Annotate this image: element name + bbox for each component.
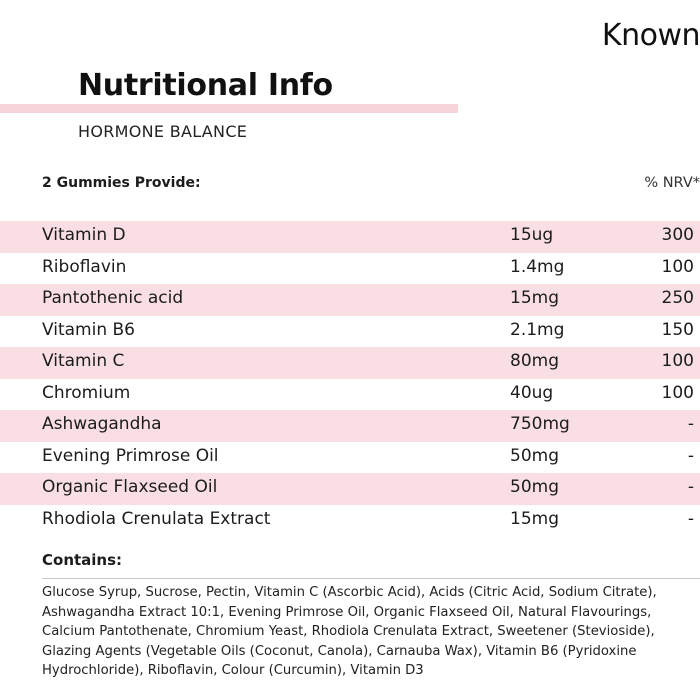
- table-row: [42, 410, 700, 442]
- contains-heading: Contains:: [42, 551, 123, 569]
- nutrient-nrv: -: [687, 477, 694, 497]
- nutrient-nrv: 150: [661, 319, 694, 340]
- nutrient-nrv: 100: [661, 256, 694, 277]
- nutrient-nrv: -: [687, 414, 694, 434]
- nutrient-nrv: -: [687, 445, 694, 466]
- page-title: Nutritional Info: [78, 68, 333, 103]
- table-row: [42, 253, 700, 285]
- nutrient-name: Organic Flaxseed Oil: [42, 477, 218, 497]
- nrv-column-header: % NRV*: [644, 175, 700, 191]
- nutrient-name: Ashwagandha: [42, 414, 162, 434]
- nutrient-amount: 15ug: [510, 225, 554, 245]
- nutrient-amount: 1.4mg: [510, 256, 565, 277]
- nutrient-name: Riboflavin: [42, 256, 127, 277]
- product-subtitle: HORMONE BALANCE: [78, 122, 248, 141]
- nutrition-table: [42, 221, 700, 536]
- table-row: [42, 347, 700, 379]
- table-row: [42, 379, 700, 411]
- nutrient-amount: 15mg: [510, 288, 559, 308]
- nutrient-nrv: 100: [661, 382, 694, 403]
- nutrient-amount: 15mg: [510, 508, 559, 529]
- nutrient-name: Vitamin B6: [42, 319, 136, 340]
- table-row: [42, 473, 700, 505]
- nutrient-amount: 80mg: [510, 351, 559, 371]
- nutrient-nrv: -: [687, 508, 694, 529]
- nutrient-nrv: 250: [661, 288, 694, 308]
- table-row: [42, 442, 700, 474]
- nutrient-name: Vitamin D: [42, 225, 126, 245]
- nutrient-name: Pantothenic acid: [42, 288, 184, 308]
- serving-label: 2 Gummies Provide:: [42, 175, 201, 191]
- nutrient-name: Chromium: [42, 382, 131, 403]
- serving-header: [42, 175, 700, 197]
- ingredients-text: Glucose Syrup, Sucrose, Pectin, Vitamin C (Ascorbic Acid), Acids (Citric Acid, Sodium Citrate), Ashwagandha Extract 10:1, Evening Primrose Oil, Organic Flaxseed Oil, Natural Flavourings, Calcium Pantothenate, Chromium Yeast, Rhodiola Crenulata Extract, Sweetener (Stevioside), Glazing Agents (Vegetable Oils (Coconut, Canola), Carnauba Wax), Vitamin B6 (Pyridoxine Hydrochloride), Riboflavin, Colour (Curcumin), Vitamin D3: [42, 585, 657, 678]
- nutrient-amount: 750mg: [510, 414, 570, 434]
- nutrient-name: Vitamin C: [42, 351, 125, 371]
- brand-logo: Known: [601, 18, 700, 53]
- nutrient-amount: 50mg: [510, 445, 559, 466]
- nutrient-amount: 40ug: [510, 382, 554, 403]
- nutrient-amount: 50mg: [510, 477, 559, 497]
- title-underline-band: [0, 104, 458, 113]
- table-row: [42, 316, 700, 348]
- nutrient-name: Evening Primrose Oil: [42, 445, 219, 466]
- table-row: [42, 284, 700, 316]
- nutrient-nrv: 300: [661, 225, 694, 245]
- table-row: [42, 221, 700, 253]
- nutrient-name: Rhodiola Crenulata Extract: [42, 508, 271, 529]
- nutrient-amount: 2.1mg: [510, 319, 565, 340]
- table-row: [42, 505, 700, 537]
- nutrient-nrv: 100: [661, 351, 694, 371]
- contains-divider: [42, 578, 700, 579]
